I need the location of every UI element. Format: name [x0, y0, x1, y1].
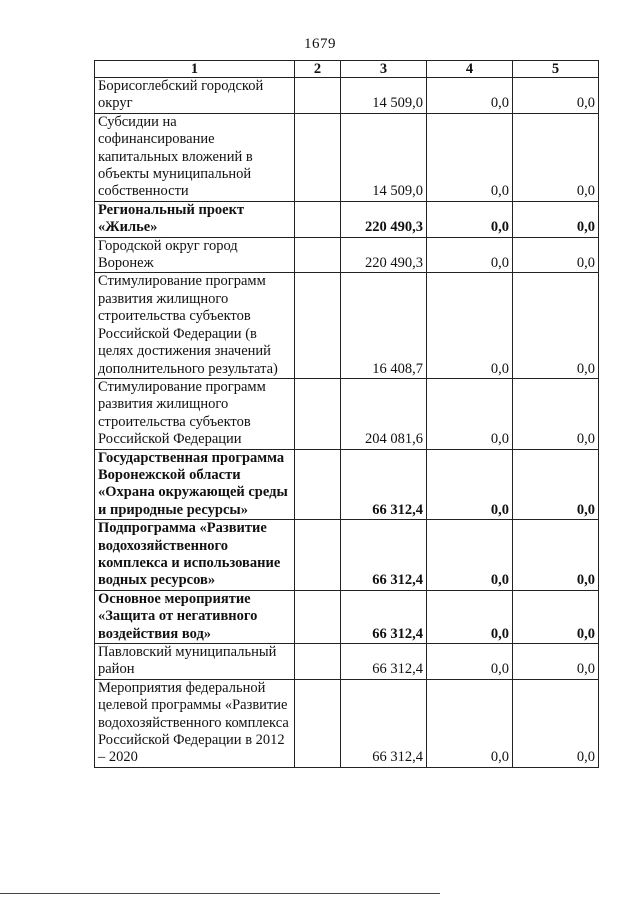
row-amount-col5: 0,0	[513, 378, 599, 449]
table-row	[95, 679, 599, 767]
row-col2	[295, 590, 341, 643]
row-amount-col3: 14 509,0	[341, 113, 427, 201]
table-row	[95, 113, 599, 201]
row-amount-col3: 66 312,4	[341, 449, 427, 520]
row-amount-col5: 0,0	[513, 449, 599, 520]
column-header-4: 4	[427, 61, 513, 78]
row-name: Государственная программа Воронежской области «Охрана окружающей среды и природные ресурсы»	[95, 449, 295, 520]
row-amount-col5: 0,0	[513, 679, 599, 767]
row-name: Стимулирование программ развития жилищного строительства субъектов Российской Федерации	[95, 378, 295, 449]
row-name: Подпрограмма «Развитие водохозяйственного комплекса и использование водных ресурсов»	[95, 520, 295, 591]
row-amount-col5: 0,0	[513, 590, 599, 643]
row-amount-col5: 0,0	[513, 201, 599, 237]
row-amount-col4: 0,0	[427, 644, 513, 680]
row-amount-col4: 0,0	[427, 113, 513, 201]
row-amount-col4: 0,0	[427, 520, 513, 591]
row-name: Основное мероприятие «Защита от негативного воздействия вод»	[95, 590, 295, 643]
row-amount-col3: 220 490,3	[341, 201, 427, 237]
row-name: Региональный проект «Жилье»	[95, 201, 295, 237]
row-amount-col3: 204 081,6	[341, 378, 427, 449]
row-col2	[295, 449, 341, 520]
column-header-3: 3	[341, 61, 427, 78]
row-name: Субсидии на софинансирование капитальных вложений в объекты муниципальной собственности	[95, 113, 295, 201]
row-amount-col3: 16 408,7	[341, 273, 427, 378]
row-amount-col3: 66 312,4	[341, 679, 427, 767]
row-col2	[295, 237, 341, 273]
row-col2	[295, 644, 341, 680]
row-col2	[295, 520, 341, 591]
row-name: Мероприятия федеральной целевой программы «Развитие водохозяйственного комплекса Российской Федерации в 2012 – 2020	[95, 679, 295, 767]
footer-divider	[0, 893, 440, 894]
row-amount-col3: 66 312,4	[341, 520, 427, 591]
table-row	[95, 78, 599, 114]
row-amount-col4: 0,0	[427, 590, 513, 643]
table-row	[95, 237, 599, 273]
row-col2	[295, 113, 341, 201]
row-amount-col5: 0,0	[513, 273, 599, 378]
table-row	[95, 520, 599, 591]
row-amount-col4: 0,0	[427, 273, 513, 378]
row-name: Борисоглебский городской округ	[95, 78, 295, 114]
row-amount-col4: 0,0	[427, 201, 513, 237]
row-amount-col4: 0,0	[427, 378, 513, 449]
row-amount-col3: 14 509,0	[341, 78, 427, 114]
row-col2	[295, 201, 341, 237]
row-amount-col5: 0,0	[513, 78, 599, 114]
row-name: Стимулирование программ развития жилищного строительства субъектов Российской Федерации (в целях достижения значений дополнительного результата)	[95, 273, 295, 378]
row-amount-col5: 0,0	[513, 237, 599, 273]
header-row	[95, 61, 599, 78]
row-amount-col3: 220 490,3	[341, 237, 427, 273]
row-amount-col4: 0,0	[427, 449, 513, 520]
table-row	[95, 449, 599, 520]
row-name: Павловский муниципальный район	[95, 644, 295, 680]
row-amount-col3: 66 312,4	[341, 590, 427, 643]
row-amount-col3: 66 312,4	[341, 644, 427, 680]
column-header-2: 2	[295, 61, 341, 78]
budget-table	[94, 60, 599, 768]
column-header-1: 1	[95, 61, 295, 78]
table-row	[95, 644, 599, 680]
table-row	[95, 590, 599, 643]
table-body	[95, 78, 599, 768]
table-row	[95, 201, 599, 237]
row-col2	[295, 78, 341, 114]
column-header-5: 5	[513, 61, 599, 78]
row-col2	[295, 273, 341, 378]
row-col2	[295, 378, 341, 449]
row-amount-col4: 0,0	[427, 679, 513, 767]
row-name: Городской округ город Воронеж	[95, 237, 295, 273]
row-amount-col4: 0,0	[427, 237, 513, 273]
row-amount-col5: 0,0	[513, 644, 599, 680]
row-col2	[295, 679, 341, 767]
page-number: 1679	[304, 36, 336, 52]
table-row	[95, 273, 599, 378]
table-row	[95, 378, 599, 449]
row-amount-col5: 0,0	[513, 520, 599, 591]
row-amount-col5: 0,0	[513, 113, 599, 201]
row-amount-col4: 0,0	[427, 78, 513, 114]
